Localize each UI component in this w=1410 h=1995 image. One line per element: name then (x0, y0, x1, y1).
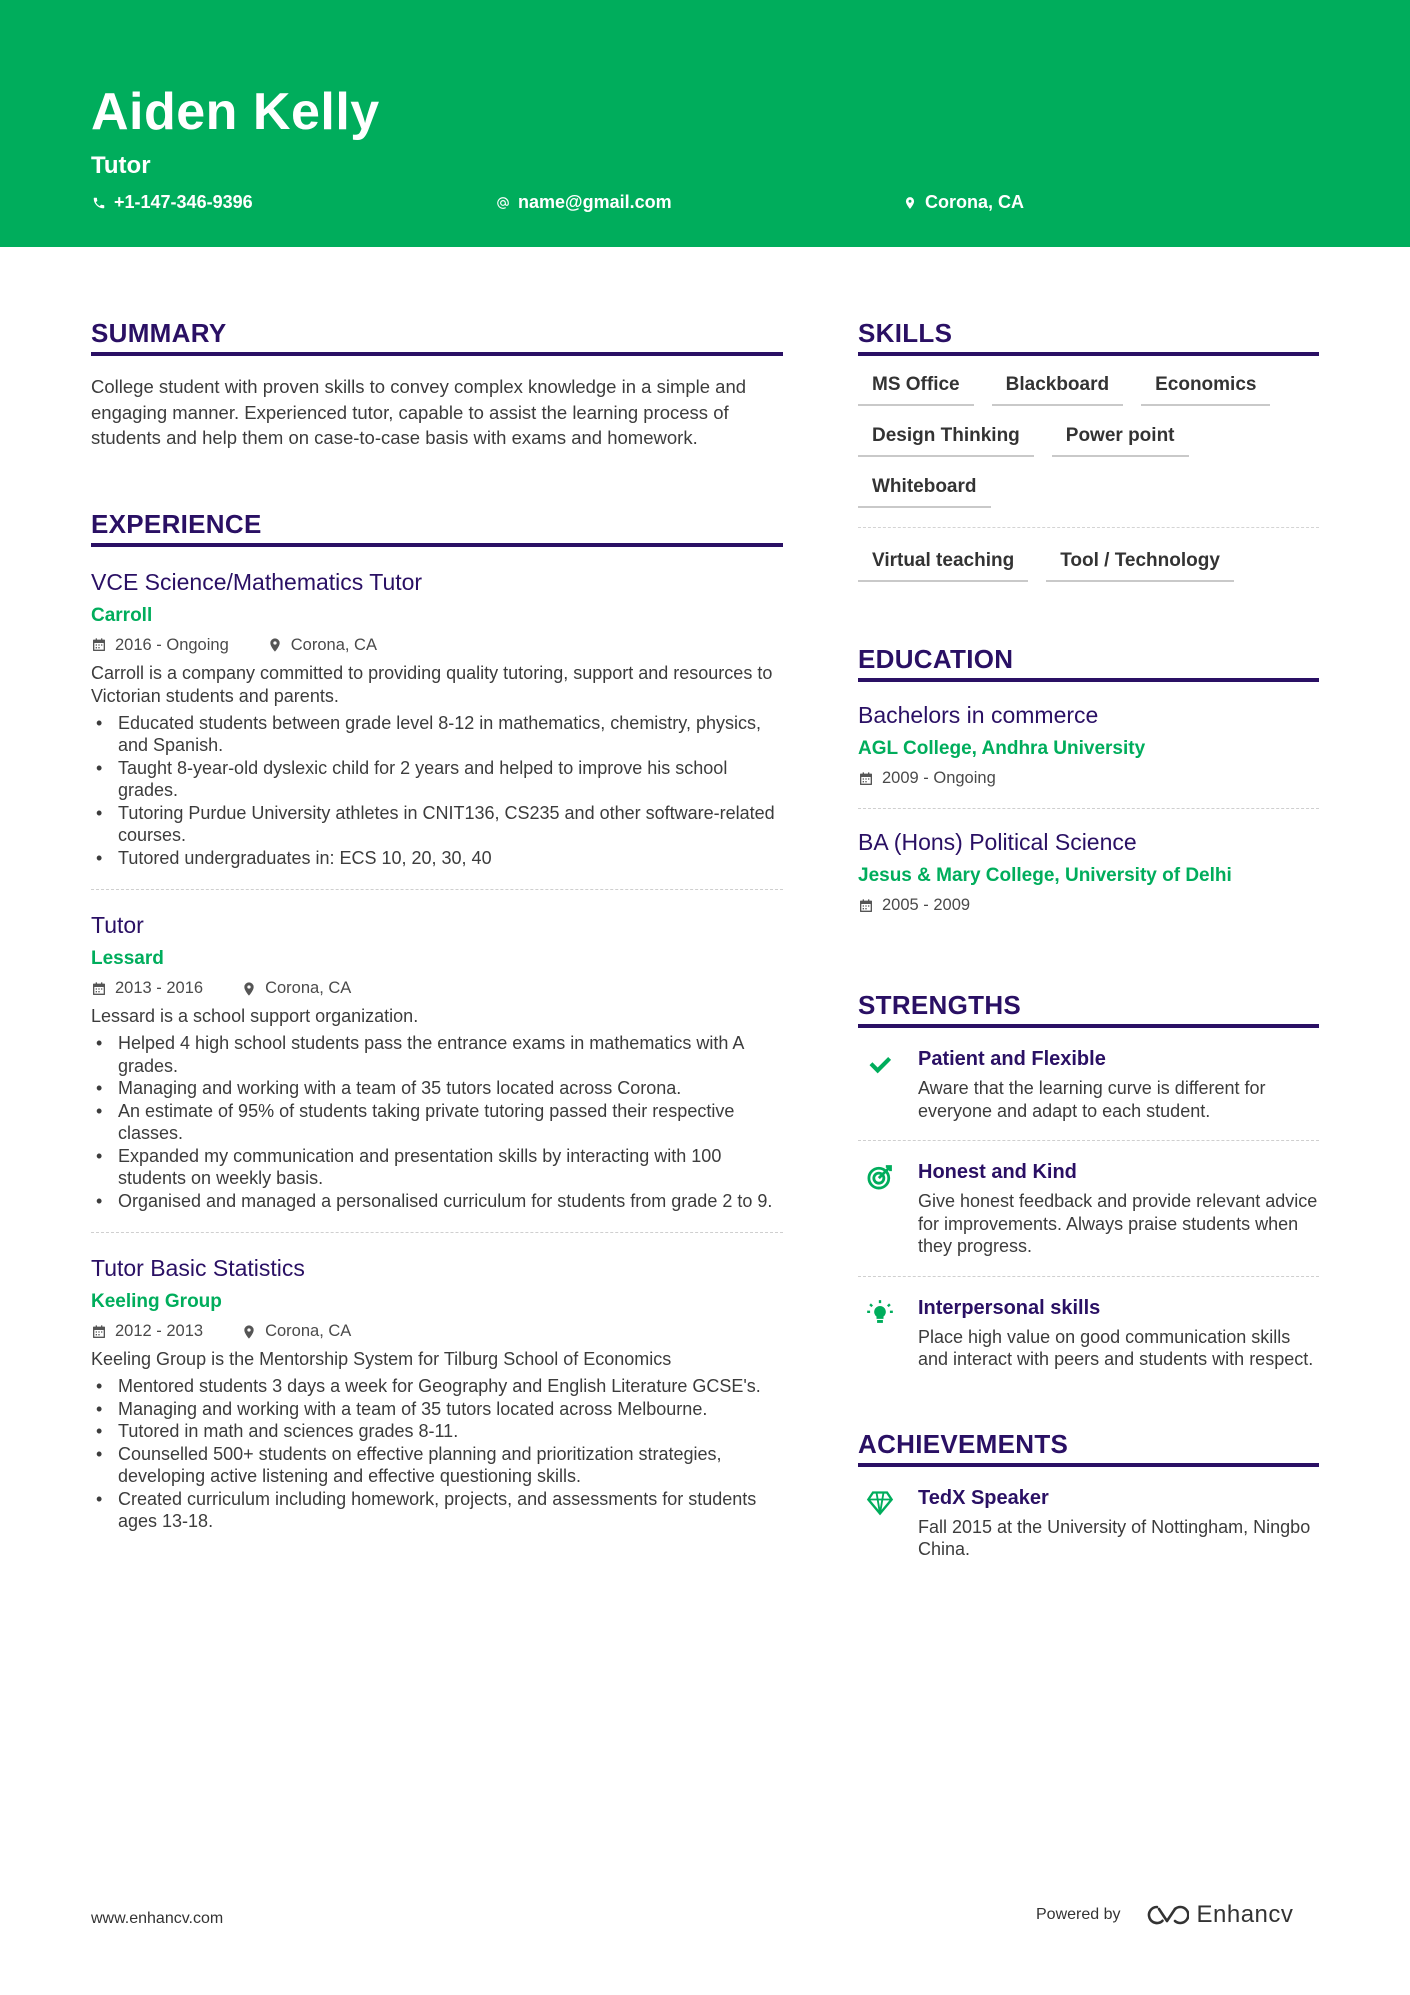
job-bullet: • Expanded my communication and presentation skills by interacting with 100 students on weekly basis. (91, 1145, 783, 1190)
job-dates: 2012 - 2013 (115, 1322, 204, 1340)
education-entry (858, 702, 1319, 809)
job-location: Corona, CA (265, 1322, 352, 1340)
achievements-section (858, 1429, 1319, 1579)
education-heading: EDUCATION (858, 644, 1319, 682)
job-bullet: • Educated students between grade level 8-12 in mathematics, chemistry, physics, and Spanish. (91, 712, 783, 757)
brand-logo[interactable] (1143, 1901, 1294, 1929)
edu-school: Jesus & Mary College, University of Delhi (858, 865, 1232, 886)
skill-tag: MS Office (858, 374, 974, 406)
job-bullet: • Managing and working with a team of 35 tutors located across Melbourne. (91, 1398, 783, 1421)
strength-desc: Place high value on good communication skills and interact with peers and students with respect. (918, 1326, 1314, 1369)
lightbulb-icon (866, 1299, 894, 1327)
job-bullet: • Mentored students 3 days a week for Geography and English Literature GCSE's. (91, 1375, 783, 1398)
footer-website[interactable]: www.enhancv.com (91, 1910, 224, 1927)
job-bullets (91, 1375, 783, 1533)
job-dates: 2013 - 2016 (115, 979, 204, 997)
skill-tag: Design Thinking (858, 425, 1034, 457)
edu-meta (858, 896, 1319, 915)
job-bullet: • Organised and managed a personalised curriculum for students from grade 2 to 9. (91, 1190, 783, 1213)
skill-tag: Whiteboard (858, 476, 991, 508)
job-bullets (91, 1032, 783, 1212)
email-text: name@gmail.com (518, 192, 672, 212)
achievements-heading: ACHIEVEMENTS (858, 1429, 1319, 1467)
strength-item (858, 1028, 1319, 1141)
job-title: VCE Science/Mathematics Tutor (91, 568, 423, 595)
calendar-icon (91, 981, 107, 997)
strength-item (858, 1277, 1319, 1389)
footer-branding (1036, 1901, 1293, 1929)
strengths-heading: STRENGTHS (858, 990, 1319, 1028)
job-meta (91, 1322, 783, 1341)
location-pin-icon (241, 981, 257, 997)
left-column (91, 318, 783, 1553)
summary-section (91, 318, 783, 451)
candidate-title: Tutor (91, 152, 151, 179)
experience-section (91, 509, 783, 1553)
candidate-name: Aiden Kelly (91, 83, 380, 141)
education-entry (858, 829, 1319, 935)
edu-degree: BA (Hons) Political Science (858, 829, 1137, 855)
job-bullet: • Managing and working with a team of 35 tutors located across Corona. (91, 1077, 783, 1100)
location-pin-icon (267, 637, 283, 653)
at-icon (496, 196, 510, 210)
job-bullet: • Tutored undergraduates in: ECS 10, 20, 30, 40 (91, 847, 783, 870)
email-contact (496, 192, 672, 213)
target-icon (866, 1163, 894, 1191)
edu-dates: 2009 - Ongoing (882, 769, 996, 787)
strength-desc: Give honest feedback and provide relevant advice for improvements. Always praise students when they progress. (918, 1191, 1318, 1256)
summary-text: College student with proven skills to convey complex knowledge in a simple and engaging manner. Experienced tutor, capable to assist the learning process of students and help them on case-to-case basis with exams and homework. (91, 376, 747, 448)
edu-school: AGL College, Andhra University (858, 738, 1146, 759)
job-bullet: • Created curriculum including homework, projects, and assessments for students ages 13-18. (91, 1488, 783, 1533)
skills-divider (858, 527, 1319, 528)
enhancv-logo-icon (1143, 1903, 1189, 1927)
job-title: Tutor (91, 912, 144, 938)
calendar-icon (858, 898, 874, 914)
job-company: Lessard (91, 948, 164, 969)
skill-tag: Power point (1052, 425, 1189, 457)
job-location: Corona, CA (265, 979, 352, 997)
check-icon (866, 1050, 894, 1078)
calendar-icon (858, 771, 874, 787)
summary-heading: SUMMARY (91, 318, 783, 356)
job-bullet: • Tutored in math and sciences grades 8-11. (91, 1420, 783, 1443)
skill-tag: Virtual teaching (858, 550, 1028, 582)
achievement-desc: Fall 2015 at the University of Nottingham, Ningbo China. (918, 1516, 1311, 1559)
calendar-icon (91, 1324, 107, 1340)
strength-desc: Aware that the learning curve is different for everyone and adapt to each student. (918, 1078, 1266, 1121)
experience-heading: EXPERIENCE (91, 509, 783, 547)
achievement-title: TedX Speaker (918, 1486, 1049, 1509)
job-bullet: • Tutoring Purdue University athletes in CNIT136, CS235 and other software-related courses. (91, 802, 783, 847)
job-bullet: • An estimate of 95% of students taking private tutoring passed their respective classes. (91, 1100, 783, 1145)
phone-contact (92, 192, 253, 213)
skill-tag: Economics (1141, 374, 1270, 406)
location-pin-icon (903, 196, 917, 210)
job-bullets (91, 712, 783, 870)
job-bullet: • Helped 4 high school students pass the entrance exams in mathematics with A grades. (91, 1032, 783, 1077)
education-section (858, 644, 1319, 935)
job-description: Lessard is a school support organization. (91, 1006, 419, 1026)
job-meta (91, 979, 783, 998)
diamond-icon (866, 1489, 894, 1517)
job-location: Corona, CA (290, 635, 377, 654)
powered-by-text: Powered by (1036, 1906, 1121, 1923)
achievement-item (858, 1467, 1319, 1579)
strength-title: Honest and Kind (918, 1161, 1077, 1183)
edu-degree: Bachelors in commerce (858, 702, 1099, 728)
strength-title: Interpersonal skills (918, 1296, 1101, 1319)
right-column (858, 318, 1319, 1579)
job-bullet: • Taught 8-year-old dyslexic child for 2 years and helped to improve his school grades. (91, 757, 783, 802)
header (0, 0, 1410, 247)
job-company: Keeling Group (91, 1291, 222, 1312)
strengths-section (858, 990, 1319, 1389)
brand-name: Enhancv (1196, 1901, 1294, 1928)
strength-title: Patient and Flexible (918, 1048, 1106, 1070)
skill-tag: Blackboard (992, 374, 1123, 406)
skills-heading: SKILLS (858, 318, 1319, 356)
location-pin-icon (241, 1324, 257, 1340)
job-entry (91, 1255, 783, 1553)
job-company: Carroll (91, 604, 153, 626)
job-description: Keeling Group is the Mentorship System for Tilburg School of Economics (91, 1349, 672, 1369)
calendar-icon (91, 637, 107, 653)
strength-item (858, 1141, 1319, 1277)
skill-tag: Tool / Technology (1046, 550, 1234, 582)
job-meta (91, 636, 783, 655)
phone-text: +1-147-346-9396 (114, 192, 253, 212)
job-bullet: • Counselled 500+ students on effective planning and prioritization strategies, developing active listening and effective questioning skills. (91, 1443, 783, 1488)
skills-list (858, 374, 1319, 582)
job-dates: 2016 - Ongoing (115, 635, 229, 654)
job-title: Tutor Basic Statistics (91, 1255, 305, 1281)
job-entry (91, 569, 783, 891)
edu-dates: 2005 - 2009 (882, 896, 971, 914)
phone-icon (92, 196, 106, 210)
edu-meta (858, 769, 1319, 788)
job-description: Carroll is a company committed to providing quality tutoring, support and resources to Victorian students and parents. (91, 662, 773, 706)
location-text: Corona, CA (925, 192, 1024, 212)
location-contact (903, 192, 1024, 213)
skills-section (858, 318, 1319, 582)
job-entry (91, 912, 783, 1233)
